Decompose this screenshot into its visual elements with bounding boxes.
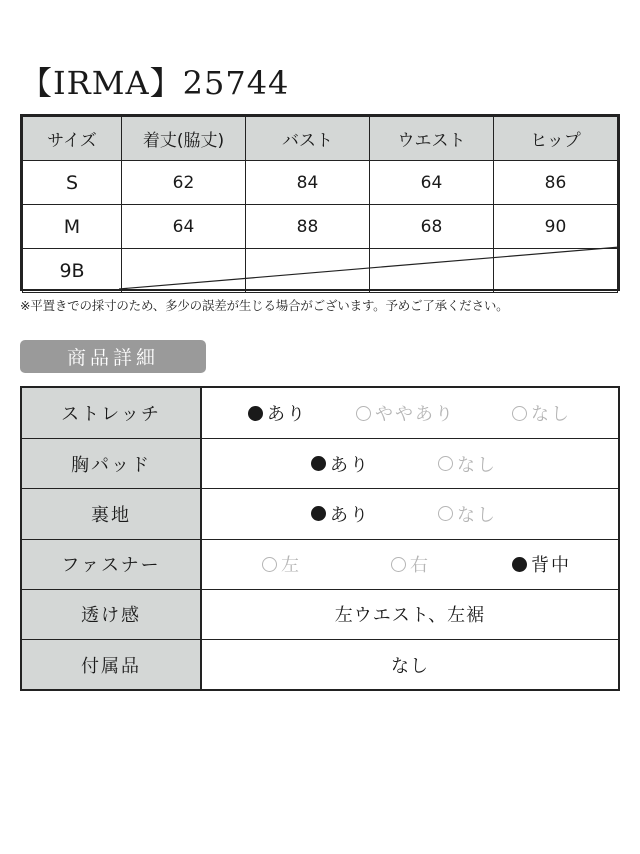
header-waist: ウエスト: [370, 117, 494, 161]
accessories-value: なし: [391, 655, 429, 677]
filled-circle-icon: [311, 506, 326, 521]
accessories-label: 付属品: [22, 640, 202, 689]
details-table: [20, 386, 620, 691]
fastener-option-back: [512, 551, 571, 577]
waist-cell: [370, 249, 494, 293]
option-label: あり: [330, 454, 370, 476]
fastener-option-left: [262, 551, 301, 577]
chest-pad-option-ari: [311, 451, 370, 477]
fastener-label: ファスナー: [22, 540, 202, 589]
empty-circle-icon: [356, 406, 371, 421]
sheer-value: 左ウエスト、左裾: [334, 605, 486, 627]
detail-row-accessories: [22, 639, 618, 689]
option-label: なし: [531, 404, 571, 426]
table-row: [23, 249, 618, 293]
accessories-values: [202, 640, 618, 689]
header-size: サイズ: [23, 117, 122, 161]
hip-cell: 90: [494, 205, 618, 249]
option-label: なし: [457, 504, 497, 526]
measurement-note: ※平置きでの採寸のため、多少の誤差が生じる場合がございます。予めご了承ください。: [20, 298, 509, 313]
size-cell: 9B: [23, 249, 122, 293]
size-table: [20, 114, 620, 291]
option-label: あり: [267, 404, 307, 426]
detail-row-fastener: [22, 539, 618, 589]
lining-option-nashi: [438, 501, 497, 527]
chest-pad-option-nashi: [438, 451, 497, 477]
length-cell: 62: [122, 161, 246, 205]
table-row: [23, 161, 618, 205]
chest-pad-values: [202, 439, 618, 488]
stretch-label: ストレッチ: [22, 388, 202, 438]
detail-row-stretch: [22, 388, 618, 438]
hip-cell: 86: [494, 161, 618, 205]
fastener-values: [202, 540, 618, 589]
filled-circle-icon: [512, 557, 527, 572]
bust-cell: 84: [246, 161, 370, 205]
sheer-label: 透け感: [22, 590, 202, 639]
empty-circle-icon: [438, 456, 453, 471]
bust-cell: [246, 249, 370, 293]
option-label: 背中: [531, 555, 571, 577]
stretch-option-ari: [248, 400, 307, 426]
details-heading-badge: 商品詳細: [20, 340, 206, 373]
product-title: 【IRMA】25744: [20, 64, 290, 102]
option-label: ややあり: [375, 404, 455, 426]
option-label: なし: [457, 454, 497, 476]
filled-circle-icon: [311, 456, 326, 471]
empty-circle-icon: [262, 557, 277, 572]
lining-values: [202, 489, 618, 538]
empty-circle-icon: [438, 506, 453, 521]
detail-row-sheer: [22, 589, 618, 639]
bust-cell: 88: [246, 205, 370, 249]
stretch-option-nashi: [512, 400, 571, 426]
stretch-values: [202, 388, 618, 438]
size-cell: S: [23, 161, 122, 205]
filled-circle-icon: [248, 406, 263, 421]
table-row: [23, 205, 618, 249]
hip-cell: [494, 249, 618, 293]
option-label: 左: [281, 555, 301, 577]
fastener-option-right: [391, 551, 430, 577]
lining-label: 裏地: [22, 489, 202, 538]
length-cell: 64: [122, 205, 246, 249]
option-label: あり: [330, 504, 370, 526]
waist-cell: 68: [370, 205, 494, 249]
sheer-values: [202, 590, 618, 639]
length-cell: [122, 249, 246, 293]
stretch-option-yaya-ari: [356, 400, 455, 426]
header-hip: ヒップ: [494, 117, 618, 161]
header-length: 着丈(脇丈): [122, 117, 246, 161]
option-label: 右: [410, 555, 430, 577]
header-bust: バスト: [246, 117, 370, 161]
lining-option-ari: [311, 501, 370, 527]
detail-row-lining: [22, 488, 618, 538]
size-cell: M: [23, 205, 122, 249]
waist-cell: 64: [370, 161, 494, 205]
empty-circle-icon: [512, 406, 527, 421]
chest-pad-label: 胸パッド: [22, 439, 202, 488]
empty-circle-icon: [391, 557, 406, 572]
size-table-header-row: [23, 117, 618, 161]
detail-row-chest-pad: [22, 438, 618, 488]
